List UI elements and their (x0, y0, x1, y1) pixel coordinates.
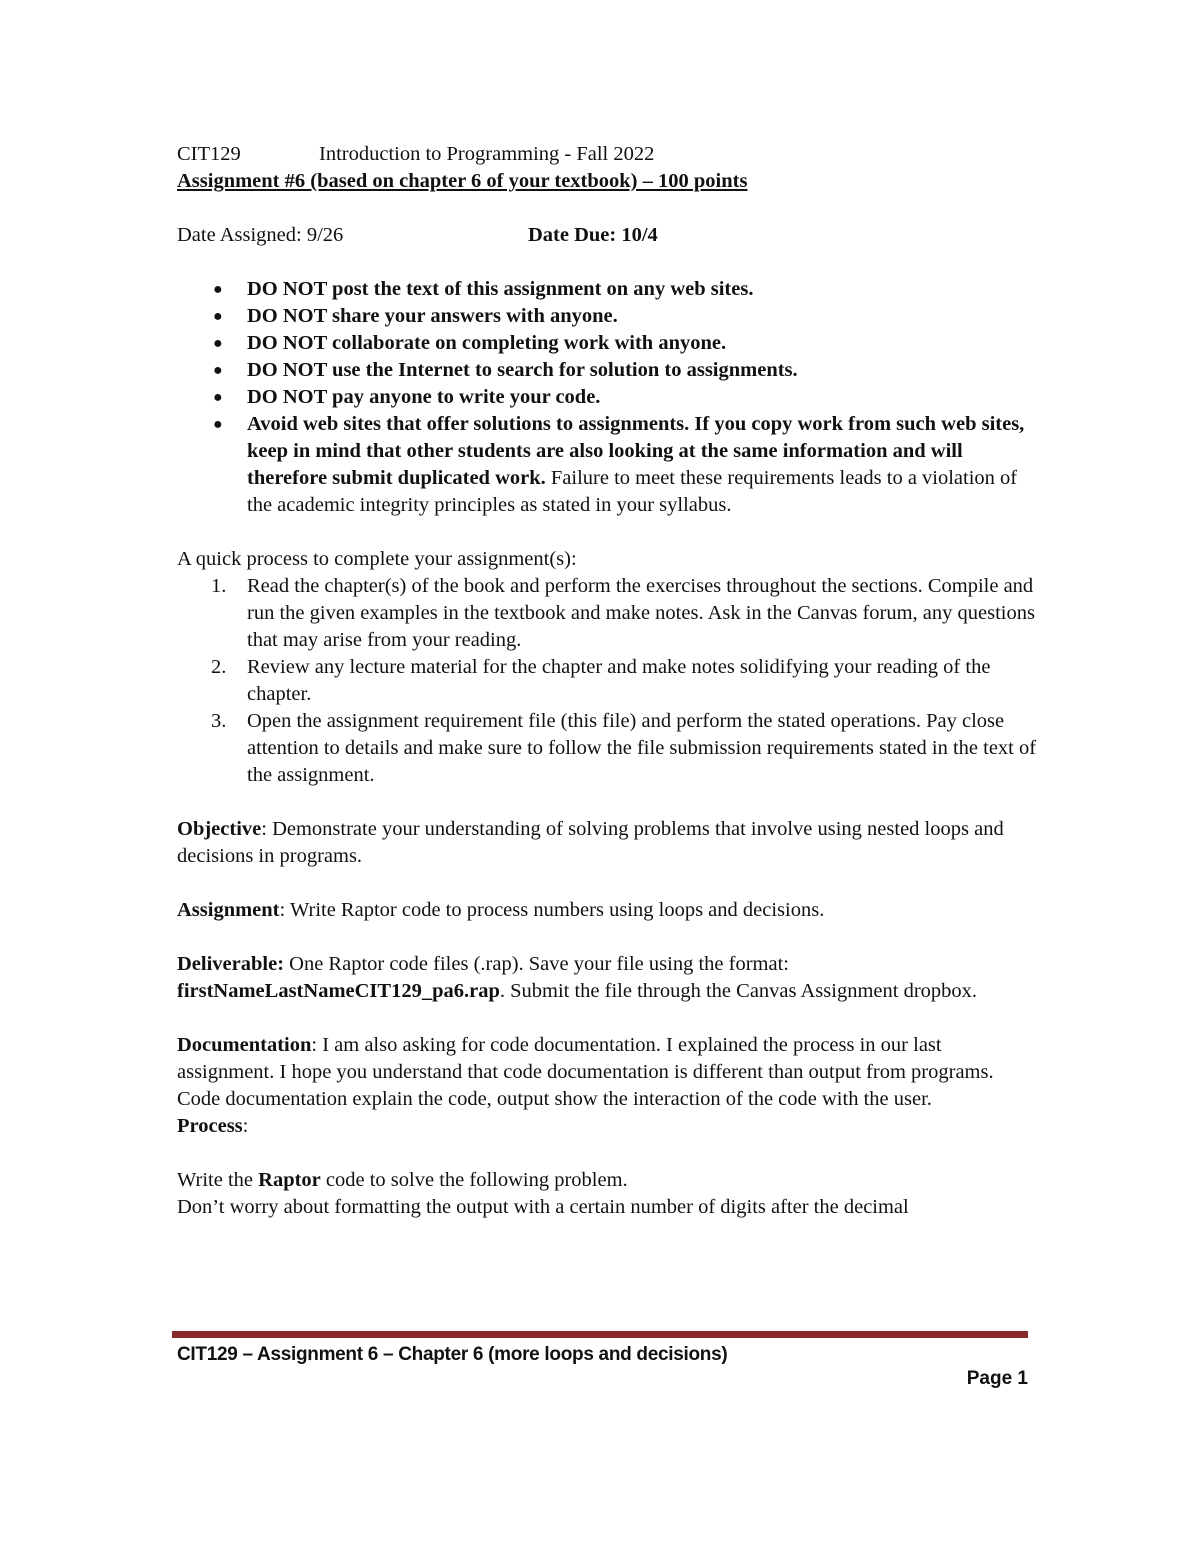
objective-paragraph (177, 816, 1037, 870)
rule-item (177, 384, 1037, 411)
rules-list (177, 276, 1037, 519)
course-header (177, 141, 1037, 168)
steps-list (177, 573, 1037, 789)
process-intro: A quick process to complete your assignment(s): (177, 548, 577, 570)
assignment-text: : Write Raptor code to process numbers using loops and decisions. (279, 899, 825, 921)
step-number: 3. (211, 710, 227, 732)
documentation-label: Documentation (177, 1034, 312, 1056)
bullet-icon: ● (213, 362, 223, 379)
bullet-icon: ● (213, 389, 223, 406)
step-text: Review any lecture material for the chapter and make notes solidifying your reading of the chapter. (247, 656, 991, 705)
bullet-icon: ● (213, 335, 223, 352)
deliverable-paragraph (177, 951, 1037, 1005)
step-number: 2. (211, 656, 227, 678)
course-code: CIT129 (177, 143, 241, 165)
deliverable-filename: firstNameLastNameCIT129_pa6.rap (177, 980, 500, 1002)
documentation-paragraph (177, 1032, 1037, 1113)
bullet-icon: ● (213, 281, 223, 298)
step-item (177, 654, 1037, 708)
step-item (177, 573, 1037, 654)
rule-text: DO NOT post the text of this assignment on any web sites. (247, 278, 754, 300)
dates-row (177, 222, 1037, 249)
date-due: Date Due: 10/4 (528, 224, 658, 246)
format-note: Don’t worry about formatting the output with a certain number of digits after the decimal (177, 1196, 909, 1218)
write-line-pre: Write the (177, 1169, 259, 1191)
page-number: Page 1 (966, 1368, 1028, 1389)
document-body (177, 141, 1037, 1221)
rule-item (177, 411, 1037, 519)
process-colon: : (242, 1115, 249, 1137)
rule-text-normal: Failure to meet these requirements leads to a violation of the academic integrity principles as stated in your syllabus. (247, 467, 1018, 516)
step-number: 1. (211, 575, 227, 597)
deliverable-text: One Raptor code files (.rap). Save your file using the format: (284, 953, 789, 975)
step-item (177, 708, 1037, 789)
objective-text: : Demonstrate your understanding of solving problems that involve using nested loops and decisions in programs. (177, 818, 1004, 867)
rule-item (177, 330, 1037, 357)
footer-divider (172, 1331, 1028, 1338)
deliverable-text-end: . Submit the file through the Canvas Assignment dropbox. (499, 980, 978, 1002)
step-text: Open the assignment requirement file (this file) and perform the stated operations. Pay close attention to details and make sure to follow the file submission requirements stated in the text of the assignment. (247, 710, 1037, 786)
process-heading (177, 1113, 1037, 1140)
documentation-text: : I am also asking for code documentation. I explained the process in our last assignment. I hope you understand that code documentation is different than output from programs. Code documentation explain the code, output show the interaction of the code with the user. (177, 1034, 994, 1110)
rule-text: DO NOT collaborate on completing work with anyone. (247, 332, 727, 354)
bullet-icon: ● (213, 416, 223, 433)
assignment-label: Assignment (177, 899, 280, 921)
write-line (177, 1167, 1037, 1194)
write-line-post: code to solve the following problem. (320, 1169, 628, 1191)
bullet-icon: ● (213, 308, 223, 325)
rule-item (177, 276, 1037, 303)
course-title: Introduction to Programming - Fall 2022 (319, 143, 655, 165)
deliverable-label: Deliverable: (177, 953, 285, 975)
rule-text: DO NOT pay anyone to write your code. (247, 386, 601, 408)
rule-item (177, 357, 1037, 384)
rule-text: DO NOT use the Internet to search for solution to assignments. (247, 359, 798, 381)
rule-text-bold: Avoid web sites that offer solutions to assignments. If you copy work from such web sites, keep in mind that other students are also looking at the same information and will therefore submit duplicated work. (247, 413, 1025, 489)
write-line-bold: Raptor (258, 1169, 321, 1191)
rule-text: DO NOT share your answers with anyone. (247, 305, 618, 327)
process-label: Process (177, 1115, 243, 1137)
step-text: Read the chapter(s) of the book and perform the exercises throughout the sections. Compile and run the given examples in the textbook and make notes. Ask in the Canvas forum, any questions that may arise from your reading. (247, 575, 1035, 651)
date-assigned: Date Assigned: 9/26 (177, 224, 344, 246)
assignment-paragraph (177, 897, 1037, 924)
footer-text: CIT129 – Assignment 6 – Chapter 6 (more loops and decisions) (177, 1344, 728, 1365)
rule-item (177, 303, 1037, 330)
objective-label: Objective (177, 818, 262, 840)
assignment-title: Assignment #6 (based on chapter 6 of your textbook) – 100 points (177, 170, 748, 192)
